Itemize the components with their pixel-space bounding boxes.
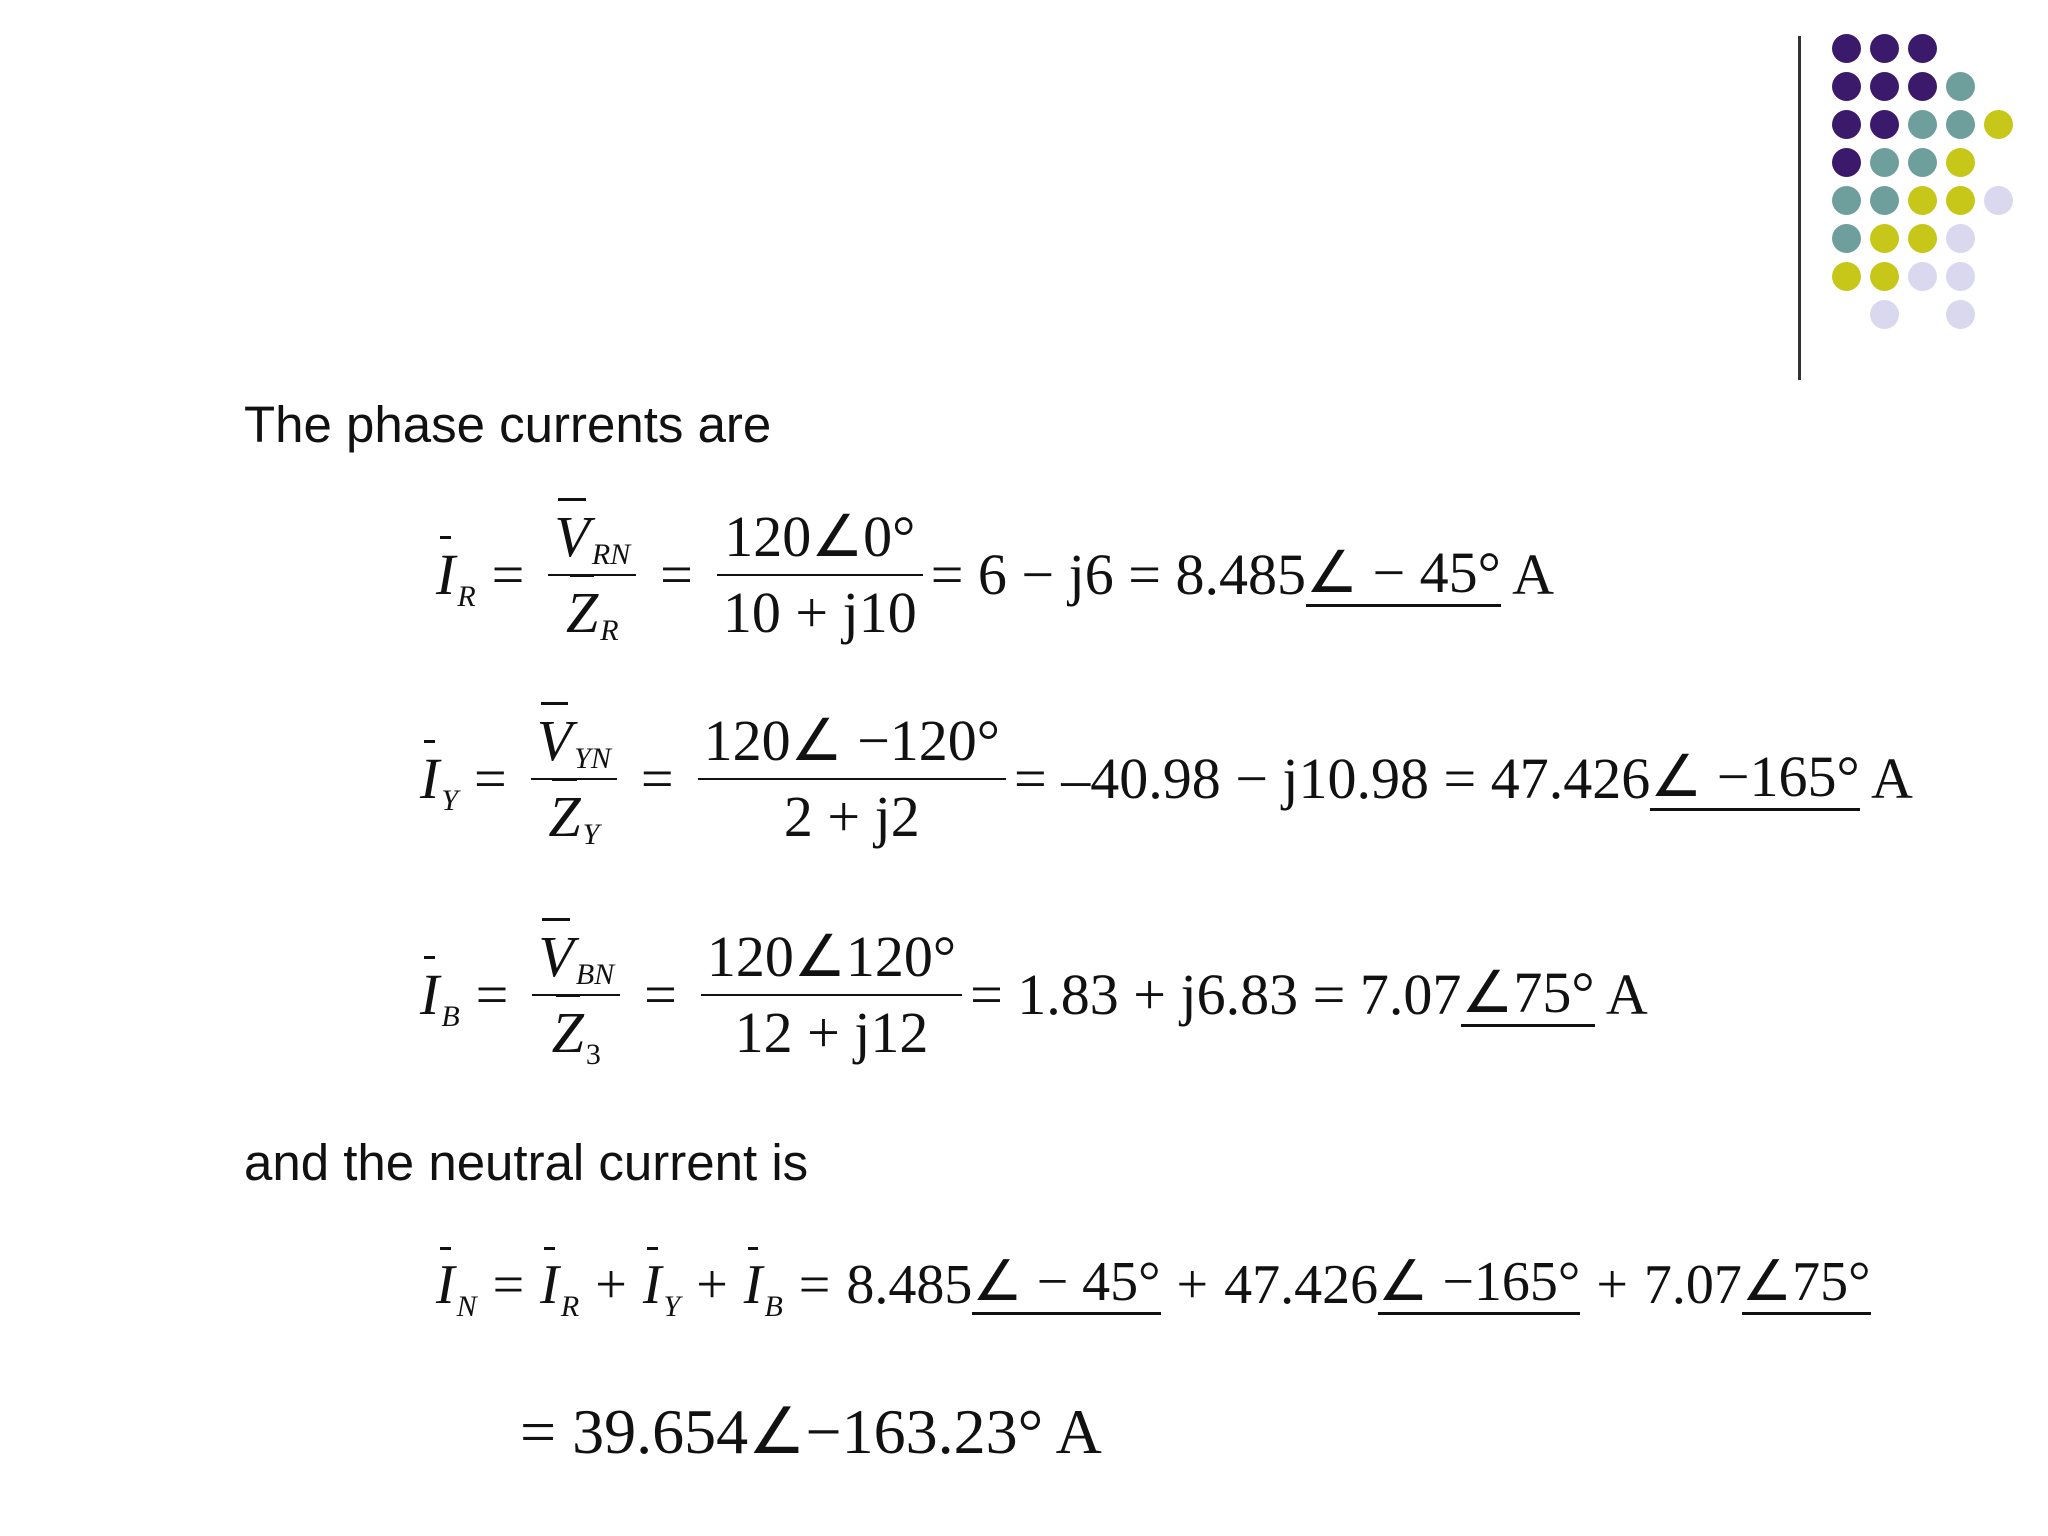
equals-sign: = xyxy=(798,1253,831,1316)
magnitude-3: 7.07 xyxy=(1643,1253,1742,1316)
decorative-dot xyxy=(1870,110,1899,139)
phase-angle: ∠ − 45° xyxy=(1305,539,1501,605)
equals-sign: = xyxy=(474,746,507,811)
decorative-dot xyxy=(1832,148,1861,177)
neutral-current-result: = 39.654∠−163.23° A xyxy=(520,1396,1102,1467)
voltage-over-impedance xyxy=(531,708,617,851)
lhs-symbol: I xyxy=(436,1253,455,1316)
lhs-symbol: I xyxy=(420,962,440,1027)
decorative-dot xyxy=(1832,72,1861,101)
equals-sign: = xyxy=(660,542,693,607)
decorative-dot xyxy=(1984,110,2013,139)
fraction-denominator: 12 + j12 xyxy=(734,1000,929,1065)
decorative-dot xyxy=(1870,224,1899,253)
decorative-dot xyxy=(1946,148,1975,177)
angle-3: ∠75° xyxy=(1741,1251,1871,1313)
impedance-subscript: Y xyxy=(582,818,600,851)
fraction-numerator: 120∠ −120° xyxy=(703,708,1000,773)
impedance-symbol: Z xyxy=(548,784,581,849)
impedance-symbol: Z xyxy=(565,580,599,645)
equals-sign: = xyxy=(640,746,674,811)
numeric-fraction xyxy=(698,708,1006,849)
divider-line xyxy=(1798,36,1801,380)
equals-sign: = xyxy=(492,1253,525,1316)
phase-angle: ∠ −165° xyxy=(1650,743,1860,809)
magnitude-2: 47.426 xyxy=(1224,1253,1379,1316)
term-iy: I xyxy=(642,1253,662,1316)
fraction-denominator: 10 + j10 xyxy=(722,580,917,645)
equals-sign: = xyxy=(491,542,525,607)
voltage-subscript: RN xyxy=(591,538,631,571)
impedance-subscript: R xyxy=(600,614,619,647)
angle-1: ∠ − 45° xyxy=(972,1251,1161,1313)
lhs-subscript: B xyxy=(441,1000,460,1033)
decorative-dot xyxy=(1870,148,1899,177)
decorative-dot xyxy=(1908,34,1937,63)
voltage-symbol: V xyxy=(538,924,574,989)
voltage-symbol: V xyxy=(536,708,573,773)
plus-sign: + xyxy=(595,1253,627,1316)
fraction-numerator: 120∠120° xyxy=(706,924,957,989)
lhs-symbol: I xyxy=(436,542,456,607)
decorative-dot xyxy=(1832,224,1861,253)
fraction-denominator: 2 + j2 xyxy=(783,784,920,849)
decorative-dot xyxy=(1870,186,1899,215)
impedance-symbol: Z xyxy=(551,1000,584,1065)
decorative-dot xyxy=(1946,224,1975,253)
decorative-dot xyxy=(1870,262,1899,291)
decorative-dot xyxy=(1908,186,1937,215)
numeric-fraction xyxy=(717,504,923,645)
equation-ib xyxy=(420,924,1648,1071)
decorative-dot xyxy=(1908,224,1937,253)
voltage-over-impedance xyxy=(532,924,620,1071)
decorative-dot xyxy=(1832,186,1861,215)
lhs-subscript: R xyxy=(457,580,476,613)
decorative-dot xyxy=(1946,72,1975,101)
decorative-dot xyxy=(1832,34,1861,63)
decorative-dot xyxy=(1908,262,1937,291)
equation-in xyxy=(436,1251,1871,1323)
lhs-subscript: N xyxy=(456,1289,477,1323)
decorative-dot xyxy=(1832,262,1861,291)
equation-iy xyxy=(420,708,1913,851)
rectangular-form: = 1.83 + j6.83 = 7.07 xyxy=(970,962,1462,1027)
decorative-dot xyxy=(1946,186,1975,215)
term-ib: I xyxy=(743,1253,763,1316)
decorative-dot xyxy=(1908,110,1937,139)
decorative-dot xyxy=(1832,110,1861,139)
decorative-dot xyxy=(1908,148,1937,177)
plus-sign: + xyxy=(1176,1253,1209,1316)
decorative-dot xyxy=(1946,300,1975,329)
lhs-symbol: I xyxy=(420,746,440,811)
neutral-current-heading: and the neutral current is xyxy=(244,1134,809,1191)
term-iy-subscript: Y xyxy=(663,1289,681,1323)
angle-2: ∠ −165° xyxy=(1378,1251,1581,1313)
equation-ir xyxy=(436,504,1555,647)
voltage-over-impedance xyxy=(548,504,636,647)
equals-sign: = xyxy=(475,962,509,1027)
lhs-subscript: Y xyxy=(441,784,459,817)
rectangular-form: = 6 − j6 = 8.485 xyxy=(930,542,1306,607)
phase-currents-heading: The phase currents are xyxy=(244,396,772,453)
voltage-symbol: V xyxy=(554,504,590,569)
numeric-fraction xyxy=(701,924,962,1065)
decorative-dot xyxy=(1908,72,1937,101)
voltage-subscript: YN xyxy=(574,742,611,775)
unit-label: A xyxy=(1500,542,1555,607)
equals-sign: = xyxy=(644,962,677,1027)
decorative-dot xyxy=(1946,262,1975,291)
unit-label: A xyxy=(1859,746,1913,811)
fraction-numerator: 120∠0° xyxy=(724,504,916,569)
decorative-dot xyxy=(1870,34,1899,63)
decorative-dot xyxy=(1946,110,1975,139)
term-ir-subscript: R xyxy=(560,1289,580,1323)
term-ib-subscript: B xyxy=(764,1289,783,1323)
unit-label: A xyxy=(1594,962,1648,1027)
impedance-subscript: 3 xyxy=(585,1038,601,1071)
term-ir: I xyxy=(540,1253,559,1316)
decorative-dot xyxy=(1870,72,1899,101)
magnitude-1: 8.485 xyxy=(846,1253,973,1316)
plus-sign: + xyxy=(696,1253,728,1316)
rectangular-form: = –40.98 − j10.98 = 47.426 xyxy=(1014,746,1651,811)
decorative-dot xyxy=(1870,300,1899,329)
voltage-subscript: BN xyxy=(575,958,615,991)
phase-angle: ∠75° xyxy=(1461,959,1595,1025)
plus-sign: + xyxy=(1596,1253,1628,1316)
decorative-dot xyxy=(1984,186,2013,215)
